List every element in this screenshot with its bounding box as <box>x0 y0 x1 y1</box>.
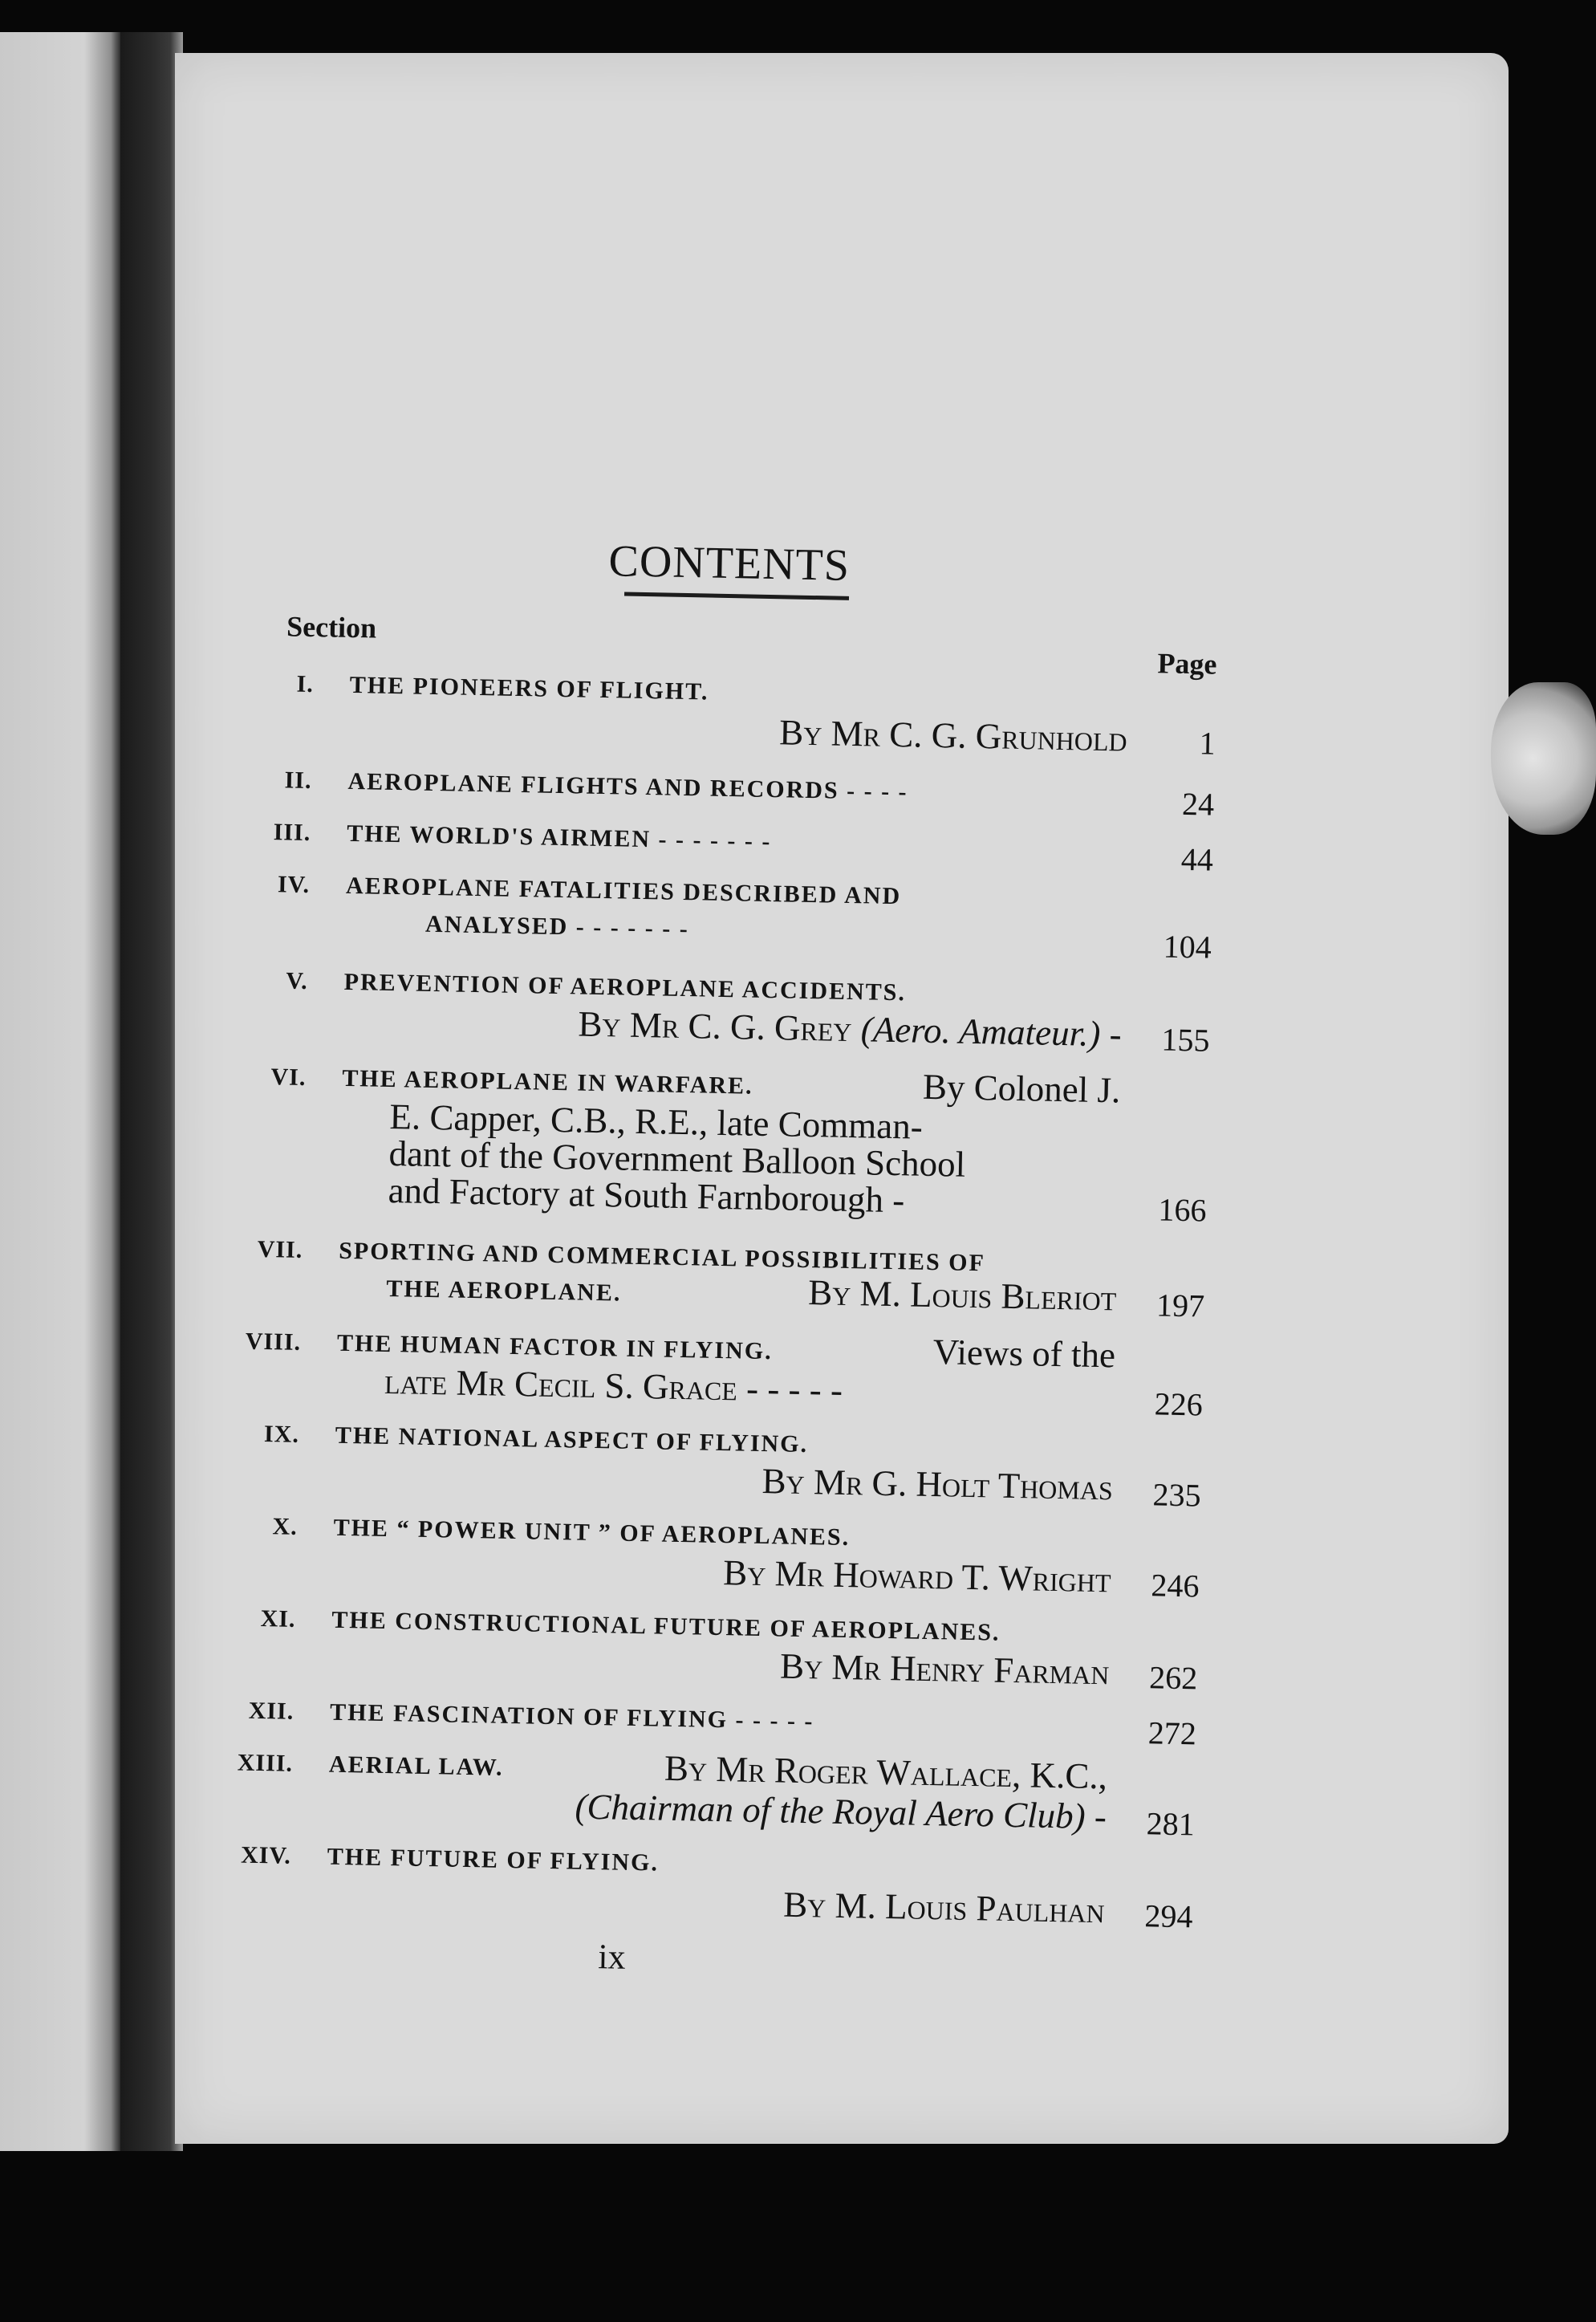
toc-entry-4 <box>234 865 1212 966</box>
entry-page: 24 <box>1181 785 1215 823</box>
entry-numeral: VI. <box>270 1063 307 1091</box>
toc-entry-12 <box>218 1692 1197 1752</box>
entry-byline: By Mr Howard T. Wright <box>722 1552 1112 1600</box>
entry-page: 226 <box>1154 1385 1204 1423</box>
entry-page: 197 <box>1155 1287 1205 1324</box>
toc-entry-1 <box>238 665 1216 762</box>
entry-title: THE CONSTRUCTIONAL FUTURE OF AEROPLANES. <box>331 1606 1001 1646</box>
entry-page: 281 <box>1146 1805 1196 1843</box>
entry-byline-group <box>578 1003 1123 1055</box>
entry-numeral: III. <box>273 819 311 847</box>
toc-entry-8 <box>225 1323 1204 1423</box>
toc-entry-7 <box>227 1230 1206 1324</box>
toc-entry-9 <box>223 1415 1202 1514</box>
entry-page: 166 <box>1158 1191 1207 1229</box>
toc-entry-13 <box>217 1744 1196 1843</box>
entry-page: 246 <box>1151 1567 1200 1604</box>
entry-title: THE FASCINATION OF FLYING - - - - - <box>329 1698 814 1735</box>
toc-entry-6 <box>230 1058 1209 1229</box>
entry-byline: By Mr C. G. Grey <box>578 1003 852 1050</box>
entry-title: THE WORLD'S AIRMEN - - - - - - - <box>346 819 772 856</box>
entry-title: THE FUTURE OF FLYING. <box>327 1843 660 1877</box>
entry-title-continuation: THE AEROPLANE. <box>386 1275 622 1307</box>
toc-entry-14 <box>215 1836 1194 1935</box>
entry-page: 44 <box>1180 840 1214 878</box>
toc-entry-3 <box>235 813 1214 878</box>
entry-text-line: (Chairman of the Royal Aero Club) - <box>575 1786 1107 1837</box>
entry-title: THE NATIONAL ASPECT OF FLYING. <box>335 1421 809 1458</box>
entry-byline: By M. Louis Paulhan <box>782 1884 1106 1931</box>
title-underline <box>624 592 849 600</box>
entry-page: 272 <box>1147 1714 1197 1752</box>
toc-entry-5 <box>232 962 1211 1059</box>
entry-numeral: XIV. <box>240 1841 292 1869</box>
entry-author-intro: By Mr Roger Wallace, K.C., <box>664 1747 1108 1797</box>
entry-numeral: XIII. <box>237 1749 294 1777</box>
entry-byline-note: (Aero. Amateur.) - <box>860 1009 1123 1055</box>
entry-author-intro: Views of the <box>932 1332 1116 1376</box>
entry-title: THE AEROPLANE IN WARFARE. <box>342 1064 753 1100</box>
entry-numeral: XI. <box>260 1605 296 1633</box>
entry-numeral: V. <box>286 967 309 995</box>
section-column-label: Section <box>286 610 377 645</box>
entry-text-line: and Factory at South Farnborough - <box>388 1169 905 1221</box>
entry-numeral: I. <box>296 670 315 698</box>
entry-byline: By Mr C. G. Grunhold <box>778 712 1128 759</box>
toc-entry-10 <box>221 1507 1200 1604</box>
entry-title: AEROPLANE FLIGHTS AND RECORDS - - - - <box>347 767 908 806</box>
entry-page: 262 <box>1148 1659 1198 1697</box>
book-gutter <box>120 32 183 2151</box>
entry-numeral: IX. <box>263 1421 300 1448</box>
entry-text-line: E. Capper, C.B., R.E., late Comman- <box>389 1096 924 1147</box>
entry-title: THE HUMAN FACTOR IN FLYING. <box>336 1329 773 1365</box>
entry-title: THE “ POWER UNIT ” OF AEROPLANES. <box>333 1514 851 1551</box>
entry-page: 104 <box>1163 928 1212 966</box>
page-column-label: Page <box>1157 647 1217 681</box>
entry-title: SPORTING AND COMMERCIAL POSSIBILITIES OF <box>338 1237 986 1277</box>
entry-numeral: VII. <box>257 1235 303 1263</box>
entry-text-line: late Mr Cecil S. Grace - - - - - <box>384 1360 843 1410</box>
entry-byline: By Mr Henry Farman <box>779 1645 1110 1693</box>
entry-title: AEROPLANE FATALITIES DESCRIBED AND <box>345 872 902 910</box>
paper-stain <box>1491 682 1596 835</box>
entry-page: 1 <box>1199 725 1216 762</box>
entry-page: 155 <box>1161 1021 1210 1059</box>
toc-entry-11 <box>220 1600 1199 1697</box>
entry-title: PREVENTION OF AEROPLANE ACCIDENTS. <box>343 968 907 1006</box>
entry-numeral: VIII. <box>245 1328 302 1356</box>
entry-numeral: X. <box>272 1513 298 1540</box>
page-title: CONTENTS <box>608 536 851 591</box>
entry-numeral: IV. <box>277 871 311 899</box>
entry-text-line: dant of the Government Balloon School <box>388 1133 966 1185</box>
entry-byline: By M. Louis Bleriot <box>807 1272 1117 1319</box>
entry-page: 294 <box>1144 1897 1193 1935</box>
entry-title: AERIAL LAW. <box>328 1751 504 1781</box>
contents-block <box>212 504 1219 2015</box>
entry-author-intro: By Colonel J. <box>922 1066 1121 1111</box>
toc-entry-2 <box>236 761 1215 823</box>
entry-numeral: XII. <box>248 1697 294 1725</box>
entry-page: 235 <box>1152 1476 1202 1514</box>
entry-byline: By Mr G. Holt Thomas <box>761 1460 1114 1508</box>
entry-numeral: II. <box>284 767 312 795</box>
entry-title-continuation: ANALYSED - - - - - - - <box>424 910 690 943</box>
entry-title: THE PIONEERS OF FLIGHT. <box>349 671 709 706</box>
facing-page-edge <box>0 32 120 2151</box>
page-folio: ix <box>597 1937 627 1977</box>
